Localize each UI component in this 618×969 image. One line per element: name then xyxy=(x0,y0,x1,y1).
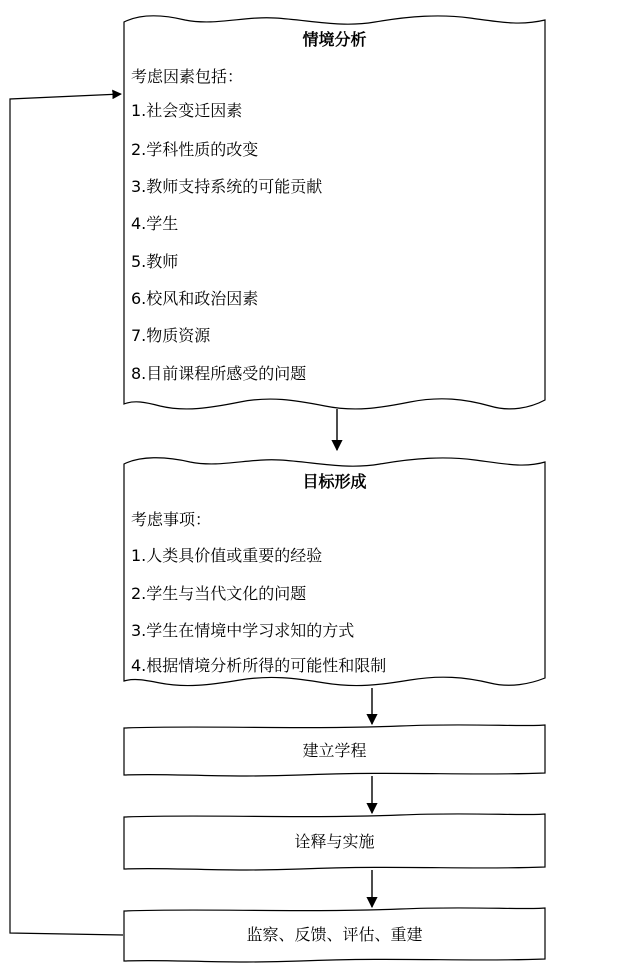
situation-analysis-title: 情境分析 xyxy=(302,30,367,49)
situation-analysis-item: 2.学科性质的改变 xyxy=(131,140,259,159)
situation-analysis-item: 7.物质资源 xyxy=(131,326,211,345)
build-program-label: 建立学程 xyxy=(302,741,367,760)
situation-analysis-intro: 考虑因素包括： xyxy=(131,67,244,86)
goal-formation-item: 1.人类具价值或重要的经验 xyxy=(131,546,323,565)
situation-analysis-item: 8.目前课程所感受的问题 xyxy=(131,364,307,383)
goal-formation-title: 目标形成 xyxy=(302,472,367,491)
situation-analysis-item: 3.教师支持系统的可能贡献 xyxy=(131,177,323,196)
feedback-loop-arrow xyxy=(10,94,123,935)
goal-formation-item: 4.根据情境分析所得的可能性和限制 xyxy=(131,656,387,675)
goal-formation-item: 2.学生与当代文化的问题 xyxy=(131,584,307,603)
situation-analysis-item: 1.社会变迁因素 xyxy=(131,101,243,120)
situation-analysis-item: 6.校风和政治因素 xyxy=(131,289,259,308)
situation-analysis-item: 5.教师 xyxy=(131,252,179,271)
interpret-implement-label: 诠释与实施 xyxy=(294,832,375,851)
goal-formation-intro: 考虑事项： xyxy=(131,510,212,529)
monitor-label: 监察、反馈、评估、重建 xyxy=(246,925,423,944)
situation-analysis-item: 4.学生 xyxy=(131,214,179,233)
goal-formation-item: 3.学生在情境中学习求知的方式 xyxy=(131,621,355,640)
